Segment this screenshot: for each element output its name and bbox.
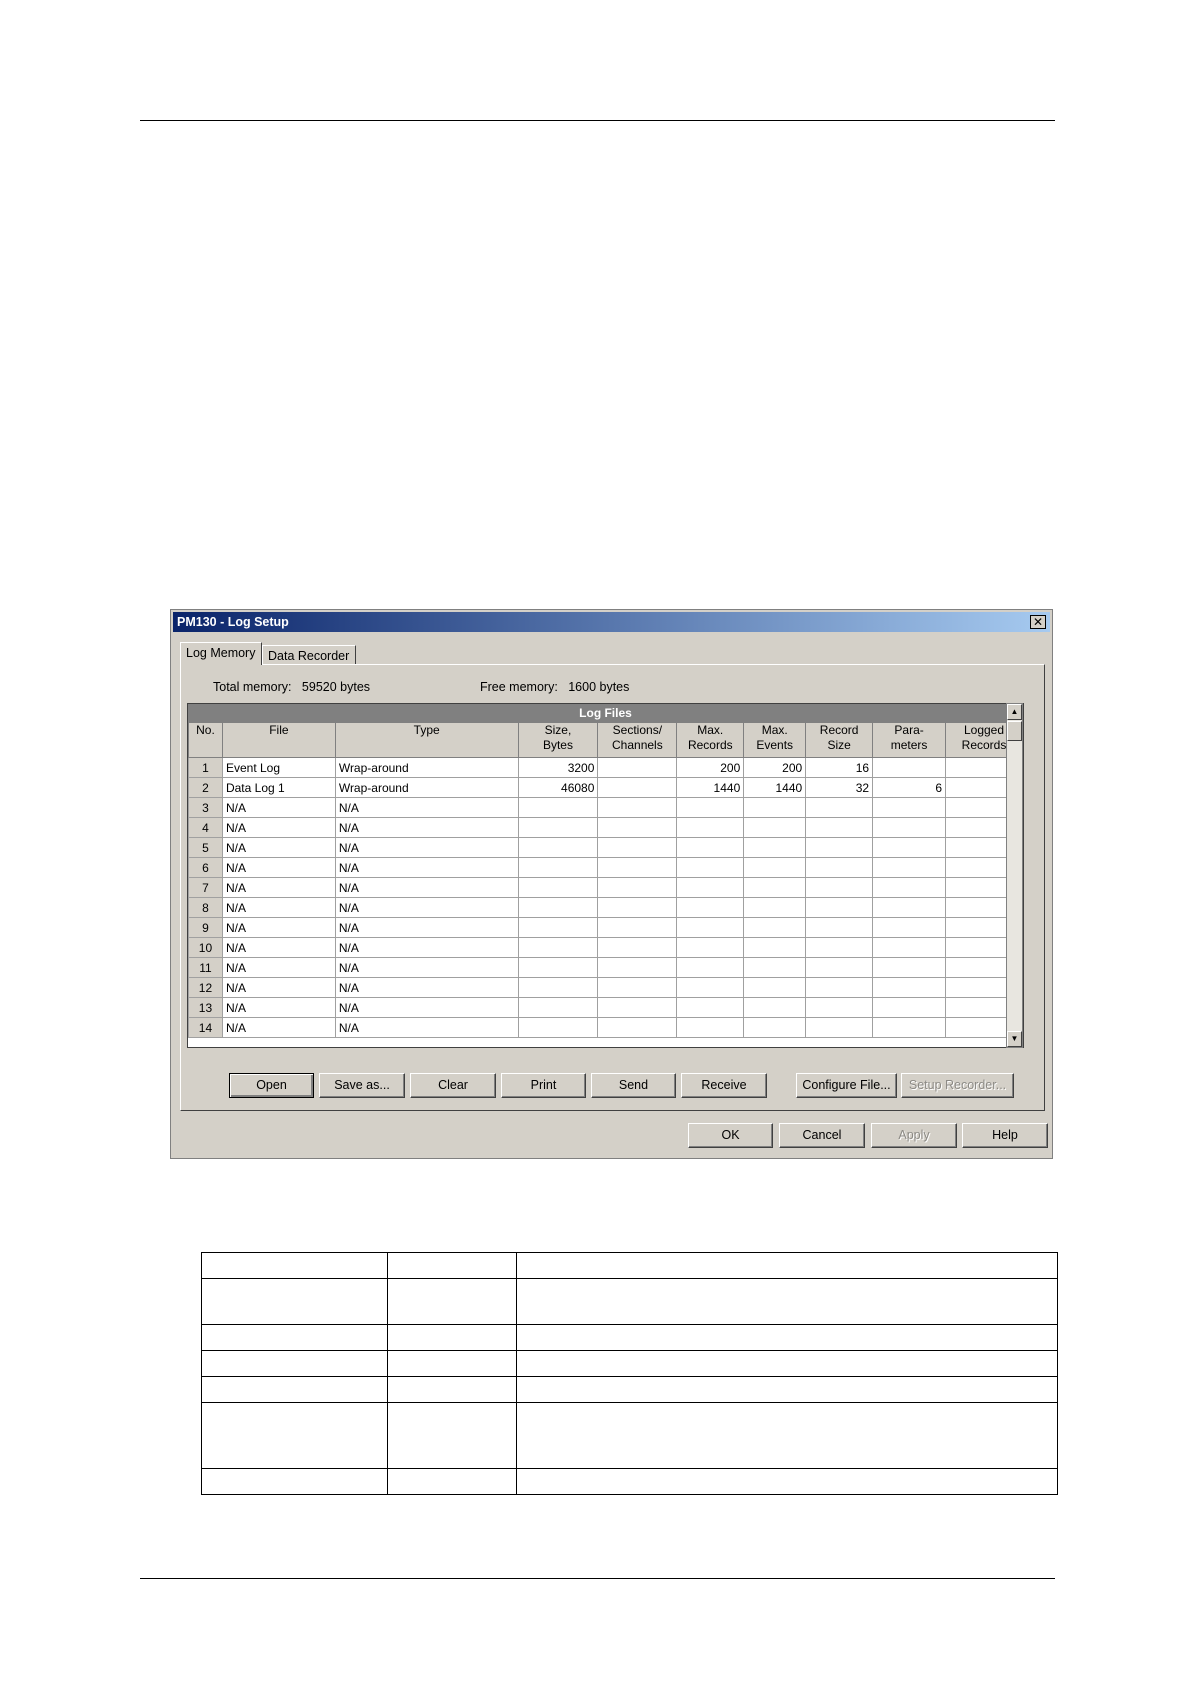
column-header[interactable] (873, 723, 946, 758)
table-cell[interactable] (873, 998, 946, 1018)
row-number-cell: 10 (189, 938, 223, 958)
table-cell[interactable] (873, 918, 946, 938)
row-number-cell: 9 (189, 918, 223, 938)
table-cell[interactable] (598, 1018, 677, 1038)
table-row[interactable] (189, 978, 1023, 998)
column-header-line1: Record (819, 723, 859, 737)
table-cell[interactable]: N/A (335, 858, 518, 878)
table-cell[interactable]: N/A (335, 938, 518, 958)
table-cell[interactable] (598, 958, 677, 978)
table-cell[interactable] (744, 878, 806, 898)
setup-recorder-button: Setup Recorder... (901, 1073, 1014, 1098)
row-number-cell: 7 (189, 878, 223, 898)
table-cell[interactable] (806, 858, 873, 878)
table-cell[interactable]: N/A (222, 938, 335, 958)
row-number-cell: 1 (189, 758, 223, 778)
table-cell[interactable] (806, 798, 873, 818)
table-cell[interactable] (744, 918, 806, 938)
table-cell[interactable]: N/A (335, 798, 518, 818)
table-row[interactable] (189, 918, 1023, 938)
table-cell[interactable]: 32 (806, 778, 873, 798)
column-header[interactable] (677, 723, 744, 758)
apply-button: Apply (871, 1123, 957, 1148)
table-cell[interactable] (677, 1018, 744, 1038)
table-cell[interactable] (744, 998, 806, 1018)
table-row (202, 1469, 1058, 1495)
column-header-line1: Para- (894, 723, 924, 737)
table-cell[interactable] (744, 838, 806, 858)
table-cell[interactable] (873, 818, 946, 838)
column-header-line1: Type (413, 723, 440, 737)
table-row[interactable] (189, 1018, 1023, 1038)
table-cell[interactable] (677, 858, 744, 878)
row-number-cell: 14 (189, 1018, 223, 1038)
table-cell[interactable]: 1440 (677, 778, 744, 798)
table-cell[interactable]: Data Log 1 (222, 778, 335, 798)
total-memory (213, 680, 370, 694)
table-cell[interactable] (518, 838, 598, 858)
configure-file-button[interactable]: Configure File... (796, 1073, 897, 1098)
column-header[interactable] (518, 723, 598, 758)
table-cell[interactable]: 6 (873, 778, 946, 798)
table-cell[interactable]: 3200 (518, 758, 598, 778)
table-cell[interactable]: N/A (222, 958, 335, 978)
row-number-cell: 3 (189, 798, 223, 818)
log-setup-dialog (170, 609, 1053, 1159)
table-row[interactable] (189, 958, 1023, 978)
table-cell[interactable]: N/A (222, 798, 335, 818)
table-cell[interactable]: 46080 (518, 778, 598, 798)
table-cell[interactable] (518, 998, 598, 1018)
table-cell[interactable] (806, 838, 873, 858)
table-cell[interactable] (677, 978, 744, 998)
table-cell[interactable] (873, 1018, 946, 1038)
table-row[interactable] (189, 878, 1023, 898)
free-memory-value: 1600 bytes (568, 680, 630, 694)
table-cell[interactable] (677, 938, 744, 958)
column-header-line2: Channels (612, 738, 663, 752)
table-cell[interactable] (598, 858, 677, 878)
tab-log-memory[interactable] (180, 642, 262, 665)
table-cell[interactable] (677, 838, 744, 858)
table-cell[interactable]: Wrap-around (335, 758, 518, 778)
table-cell[interactable] (744, 798, 806, 818)
row-number-cell: 4 (189, 818, 223, 838)
scroll-up-icon[interactable]: ▲ (1007, 704, 1022, 720)
help-button[interactable]: Help (962, 1123, 1048, 1148)
table-cell[interactable] (806, 998, 873, 1018)
scroll-down-icon[interactable]: ▼ (1007, 1031, 1022, 1047)
footer-rule (140, 1578, 1055, 1579)
column-header[interactable] (189, 723, 223, 758)
table-cell[interactable] (806, 978, 873, 998)
table-cell[interactable] (518, 858, 598, 878)
table-row[interactable] (189, 898, 1023, 918)
table-row[interactable] (189, 938, 1023, 958)
table-cell[interactable] (518, 818, 598, 838)
table-cell[interactable] (598, 998, 677, 1018)
table-cell[interactable]: N/A (335, 898, 518, 918)
table-cell[interactable]: 16 (806, 758, 873, 778)
table-cell[interactable]: N/A (335, 978, 518, 998)
column-header-line2: Records (687, 738, 733, 752)
tab-label: Data Recorder (268, 649, 350, 663)
table-cell[interactable] (598, 978, 677, 998)
table-cell[interactable]: N/A (335, 818, 518, 838)
table-cell[interactable] (744, 898, 806, 918)
table-cell[interactable] (518, 958, 598, 978)
window-title: PM130 - Log Setup (177, 615, 289, 629)
cancel-button[interactable]: Cancel (779, 1123, 865, 1148)
log-files-grid (187, 703, 1024, 1048)
table-cell[interactable]: N/A (222, 838, 335, 858)
table-cell[interactable]: 200 (744, 758, 806, 778)
table-cell[interactable]: N/A (222, 918, 335, 938)
table-cell[interactable] (744, 858, 806, 878)
table-cell[interactable] (518, 878, 598, 898)
column-header[interactable] (806, 723, 873, 758)
table-cell[interactable] (806, 938, 873, 958)
row-number-cell: 6 (189, 858, 223, 878)
open-button[interactable]: Open (229, 1073, 314, 1098)
table-cell[interactable]: N/A (335, 878, 518, 898)
table-cell[interactable] (518, 918, 598, 938)
table-row[interactable] (189, 858, 1023, 878)
table-cell[interactable] (806, 898, 873, 918)
tab-label: Log Memory (186, 646, 256, 660)
table-cell[interactable] (518, 798, 598, 818)
table-cell[interactable] (873, 838, 946, 858)
column-header-line1: Max. (761, 723, 788, 737)
row-number-cell: 13 (189, 998, 223, 1018)
table-cell[interactable]: N/A (335, 1018, 518, 1038)
table-cell[interactable]: N/A (335, 918, 518, 938)
table-cell[interactable] (598, 898, 677, 918)
log-files-table (188, 722, 1023, 1038)
column-header-line2: Events (756, 738, 794, 752)
table-cell[interactable] (598, 758, 677, 778)
save-as-button[interactable]: Save as... (319, 1073, 405, 1098)
table-cell[interactable] (518, 1018, 598, 1038)
table-cell[interactable] (873, 758, 946, 778)
table-cell[interactable] (806, 878, 873, 898)
table-row (202, 1377, 1058, 1403)
column-header-line1: Size, (544, 723, 572, 737)
table-cell[interactable] (873, 938, 946, 958)
ok-button[interactable]: OK (688, 1123, 773, 1148)
row-number-cell: 2 (189, 778, 223, 798)
table-cell[interactable]: 1440 (744, 778, 806, 798)
table-cell[interactable]: N/A (335, 998, 518, 1018)
table-cell[interactable] (744, 958, 806, 978)
table-cell[interactable] (677, 818, 744, 838)
table-cell[interactable]: N/A (222, 858, 335, 878)
column-header-line2: Records (961, 738, 1007, 752)
table-row (202, 1325, 1058, 1351)
table-cell[interactable] (518, 978, 598, 998)
header-row (189, 723, 1023, 758)
table-cell[interactable] (806, 958, 873, 978)
table-row[interactable] (189, 778, 1023, 798)
table-cell[interactable]: N/A (222, 898, 335, 918)
table-cell[interactable]: N/A (335, 958, 518, 978)
column-header-line1: File (269, 723, 289, 737)
column-header-line2: Bytes (542, 738, 573, 752)
column-header-line2: meters (890, 738, 928, 752)
table-cell[interactable]: N/A (222, 998, 335, 1018)
table-row (202, 1351, 1058, 1377)
table-cell[interactable]: N/A (222, 878, 335, 898)
column-header[interactable] (744, 723, 806, 758)
table-cell[interactable] (806, 818, 873, 838)
table-cell[interactable]: 200 (677, 758, 744, 778)
table-cell[interactable] (598, 938, 677, 958)
table-row[interactable] (189, 838, 1023, 858)
row-number-cell: 5 (189, 838, 223, 858)
receive-button[interactable]: Receive (681, 1073, 767, 1098)
table-cell[interactable]: N/A (222, 1018, 335, 1038)
table-cell[interactable] (873, 978, 946, 998)
table-row[interactable] (189, 998, 1023, 1018)
table-cell[interactable] (873, 958, 946, 978)
table-cell[interactable]: N/A (222, 978, 335, 998)
table-cell[interactable] (677, 898, 744, 918)
print-button[interactable]: Print (501, 1073, 586, 1098)
table-row (202, 1253, 1058, 1279)
table-cell[interactable]: Event Log (222, 758, 335, 778)
table-cell[interactable] (744, 938, 806, 958)
table-row[interactable] (189, 818, 1023, 838)
column-header-line2: Size (827, 738, 851, 752)
send-button[interactable]: Send (591, 1073, 676, 1098)
grid-scrollbar[interactable] (1006, 703, 1023, 1048)
table-cell[interactable] (677, 878, 744, 898)
clear-button[interactable]: Clear (410, 1073, 496, 1098)
column-header[interactable] (598, 723, 677, 758)
description-table (201, 1252, 1058, 1495)
column-header[interactable] (222, 723, 335, 758)
title-bar[interactable] (173, 612, 1050, 632)
table-cell[interactable] (677, 918, 744, 938)
row-number-cell: 11 (189, 958, 223, 978)
column-header[interactable] (335, 723, 518, 758)
tab-data-recorder[interactable] (262, 645, 356, 665)
table-cell[interactable] (744, 1018, 806, 1038)
table-cell[interactable] (518, 938, 598, 958)
column-header-line1: Sections/ (612, 723, 663, 737)
table-cell[interactable] (598, 918, 677, 938)
free-memory-label: Free memory: (480, 680, 558, 694)
close-icon[interactable]: ✕ (1030, 615, 1046, 629)
total-memory-label: Total memory: (213, 680, 292, 694)
table-cell[interactable] (806, 1018, 873, 1038)
table-cell[interactable] (598, 838, 677, 858)
table-cell[interactable] (873, 898, 946, 918)
column-header-line1: Logged (963, 723, 1005, 737)
table-cell[interactable] (744, 818, 806, 838)
column-header-line1: No. (196, 723, 215, 737)
table-cell[interactable] (598, 878, 677, 898)
scroll-thumb[interactable] (1007, 721, 1022, 741)
table-cell[interactable]: N/A (335, 838, 518, 858)
table-cell[interactable] (598, 798, 677, 818)
table-row[interactable] (189, 758, 1023, 778)
row-number-cell: 12 (189, 978, 223, 998)
row-number-cell: 8 (189, 898, 223, 918)
total-memory-value: 59520 bytes (301, 680, 371, 694)
table-cell[interactable] (873, 798, 946, 818)
table-cell[interactable] (677, 998, 744, 1018)
table-cell[interactable] (598, 778, 677, 798)
table-cell[interactable] (744, 978, 806, 998)
table-cell[interactable] (873, 878, 946, 898)
grid-caption: Log Files (188, 704, 1023, 722)
table-row[interactable] (189, 798, 1023, 818)
table-row (202, 1279, 1058, 1325)
column-header-line1: Max. (697, 723, 724, 737)
table-cell[interactable] (806, 918, 873, 938)
table-cell[interactable] (598, 818, 677, 838)
table-cell[interactable] (873, 858, 946, 878)
table-cell[interactable] (518, 898, 598, 918)
table-cell[interactable] (677, 958, 744, 978)
free-memory (480, 680, 629, 694)
table-cell[interactable]: Wrap-around (335, 778, 518, 798)
table-cell[interactable] (677, 798, 744, 818)
table-cell[interactable]: N/A (222, 818, 335, 838)
table-row (202, 1403, 1058, 1469)
header-rule (140, 120, 1055, 121)
